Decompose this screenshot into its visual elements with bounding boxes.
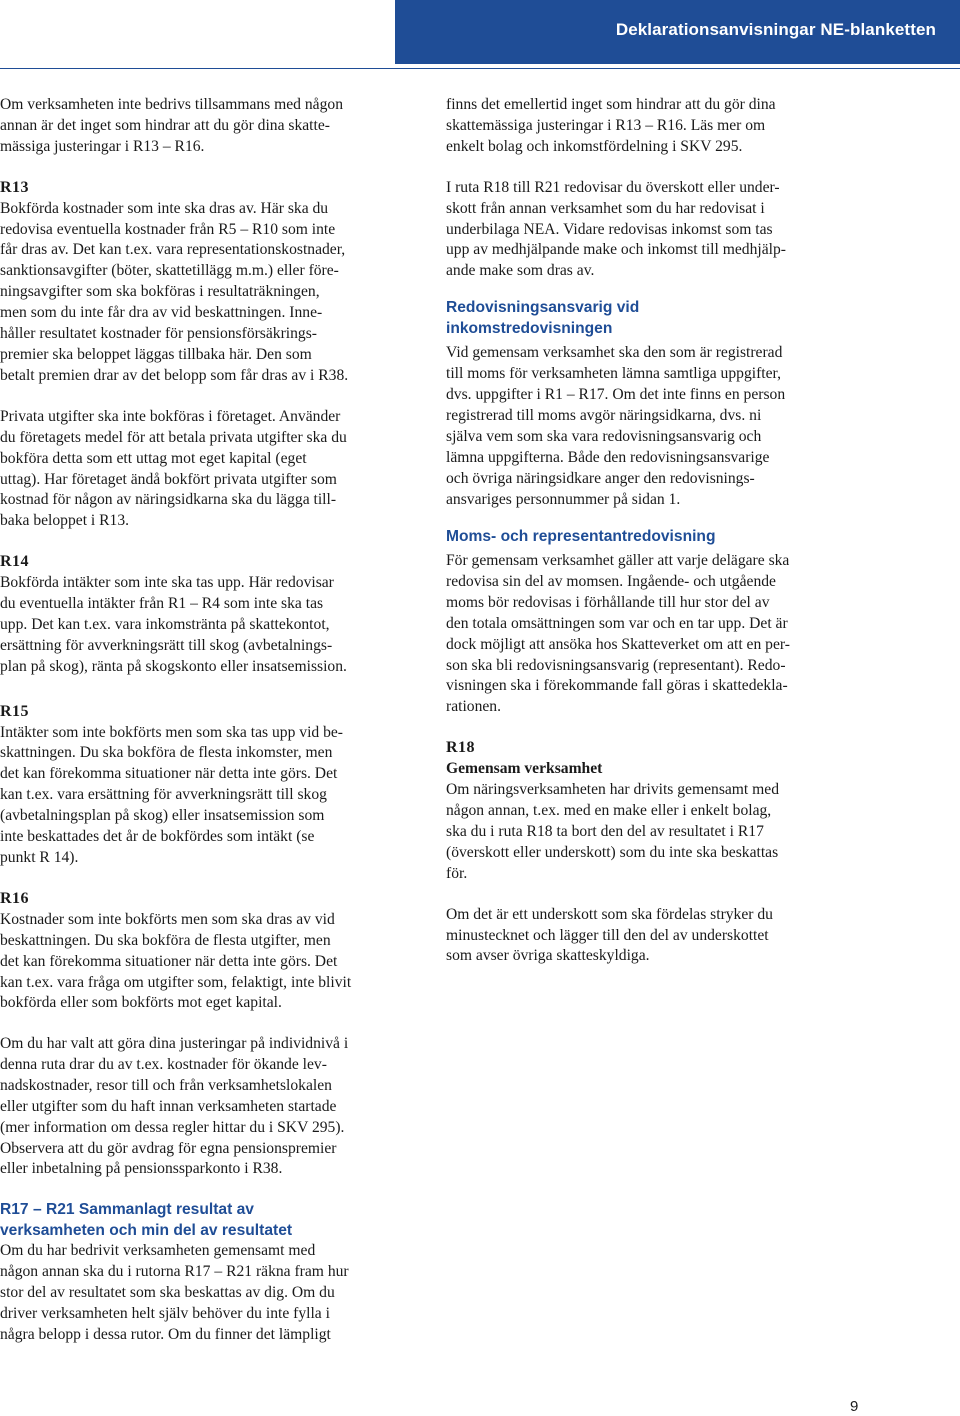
r14-code: R14 [0,553,30,571]
moms-paragraph: För gemensam verksamhet gäller att varje delägare ska redovisa sin del av momsen. Ingående- och utgående moms bör redovisas i förhållande till hur stor del av den totala omsättningen som var och en tar upp. Det är dock möjligt att ansöka hos Skatteverket om att en per- son ska bli redovisningsansvarig (representant). Redo- visningen ska i förekommande fall göras i skattedekla- rationen. [446,552,790,716]
responsibility-heading: Redovisningsansvarig vid inkomstredovisningen [446,299,640,337]
r14-paragraph: Bokförda intäkter som inte ska tas upp. Här redovisar du eventuella intäkter från R1 – R4 som inte ska tas upp. Det kan t.ex. vara inkomstränta på skattekontot, ersättning för avverkningsrätt till skog (avbetalnings- plan på skog), ränta på skogskonto eller insatsemission. [0,574,347,675]
r17-heading: R17 – R21 Sammanlagt resultat av verksamheten och min del av resultatet [0,1201,293,1239]
r16-code: R16 [0,889,30,907]
left-column-bottom [0,1034,430,1346]
right-intro-paragraph: finns det emellertid inget som hindrar att du gör dina skattemässiga justeringar i R13 – R16. Läs mer om enkelt bolag och inkomstfördelning i SKV 295. [446,96,776,155]
r13-code: R13 [0,178,30,196]
r17-paragraph: Om du har bedrivit verksamheten gemensamt med någon annan ska du i rutorna R17 – R21 räkna fram hur stor del av resultatet som ska beskattas av dig. Om du driver verksamheten helt själv behöver du inte fylla i några belopp i dessa rutor. Om du finner det lämpligt [0,1242,349,1343]
left-column [0,95,430,1014]
individual-level-paragraph: Om du har valt att göra dina justeringar på individnivå i denna ruta drar du av t.ex. kostnader för ökande lev- nadskostnader, resor till och från verksamhetslokalen eller utgifter som du haft innan verksamheten startade (mer information om dessa regler hittar du i SKV 295). Observera att du gör avdrag för egna pensionspremier eller inbetalning på pensionssparkonto i R38. [0,1035,349,1178]
r13-paragraph: Bokförda kostnader som inte ska dras av. Här ska du redovisa eventuella kostnader från R5 – R10 som inte får dras av. Det kan t.ex. vara representationskostnader, sanktionsavgifter (böter, skattetillägg m.m.) eller före- ningsavgifter som ska bokföras i resultaträkningen, men som du inte får dra av vid beskattningen. Inne- håller resultatet kostnader för pensionsförsäkrings- premier ska beloppet läggas tillbaka här. Den som betalt premien drar av det belopp som får dras av i R38. [0,199,349,384]
r18-paragraph: Om näringsverksamheten har drivits gemensamt med någon annan, t.ex. med en make eller i enkelt bolag, ska du i ruta R18 ta bort den del av resultatet i R17 (överskott eller underskott) som du inte ska beskattas för. [446,781,780,882]
r13-private-paragraph: Privata utgifter ska inte bokföras i företaget. Använder du företagets medel för att betala privata utgifter ska du bokföra detta som ett uttag mot eget kapital (eget uttag). Har företaget ändå bokfört privata utgifter som kostnad för någon av näringsidkarna ska du lägga till- baka beloppet i R13. [0,407,347,530]
r18-code: R18 [446,739,476,757]
left-intro-paragraph: Om verksamheten inte bedrivs tillsammans med någon annan är det inget som hindrar att du gör dina skatte- mässiga justeringar i R13 – R16. [0,96,343,155]
r16-paragraph: Kostnader som inte bokförts men som ska dras av vid beskattningen. Du ska bokföra de flesta utgifter, men det kan förekomma situationer när detta inte görs. Det kan t.ex. vara fråga om utgifter som, felaktigt, inte blivit bokförda eller som bokförts mot eget kapital. [0,910,352,1012]
responsibility-paragraph: Vid gemensam verksamhet ska den som är registrerad till moms för verksamheten lämna samtliga uppgifter, dvs. uppgifter i R1 – R17. Om det inte finns en person registrerad till moms avgör näringsidkarna, dvs. ni själva vem som ska vara redovisningsansvarig och lämna uppgifterna. Både den redovisningsansvarige och övriga näringsidkare anger den redovisnings- ansvariges personnummer på sidan 1. [446,344,786,508]
moms-heading: Moms- och representantredovisning [446,527,716,545]
r18-subtitle: Gemensam verksamhet [446,760,603,778]
right-column [446,95,876,967]
header-banner [395,0,960,64]
r18-r21-paragraph: I ruta R18 till R21 redovisar du överskott eller under- skott från annan verksamhet som du har redovisat i underbilaga NEA. Vidare redovisas inkomst som tas upp av medhjälpande make och inkomst till medhjälp- ande make som dras av. [446,178,786,280]
page-number: 9 [850,1398,859,1415]
r15-paragraph: Intäkter som inte bokförts men som ska tas upp vid be- skattningen. Du ska bokföra de flesta inkomster, men det kan förekomma situationer när detta inte görs. Det kan t.ex. vara ersättning för avverkningsrätt till skog (avbetalningsplan på skog) eller insatsemission som inte beskattades det år de bokfördes som intäkt (se punkt R 14). [0,723,344,866]
r15-code: R15 [0,702,30,720]
r18-deficit-paragraph: Om det är ett underskott som ska fördelas stryker du minustecknet och lägger till den del av underskottet som avser övriga skatteskyldiga. [446,905,773,965]
header-rule [0,68,960,69]
document-title: Deklarationsanvisningar NE-blanketten [615,20,936,39]
